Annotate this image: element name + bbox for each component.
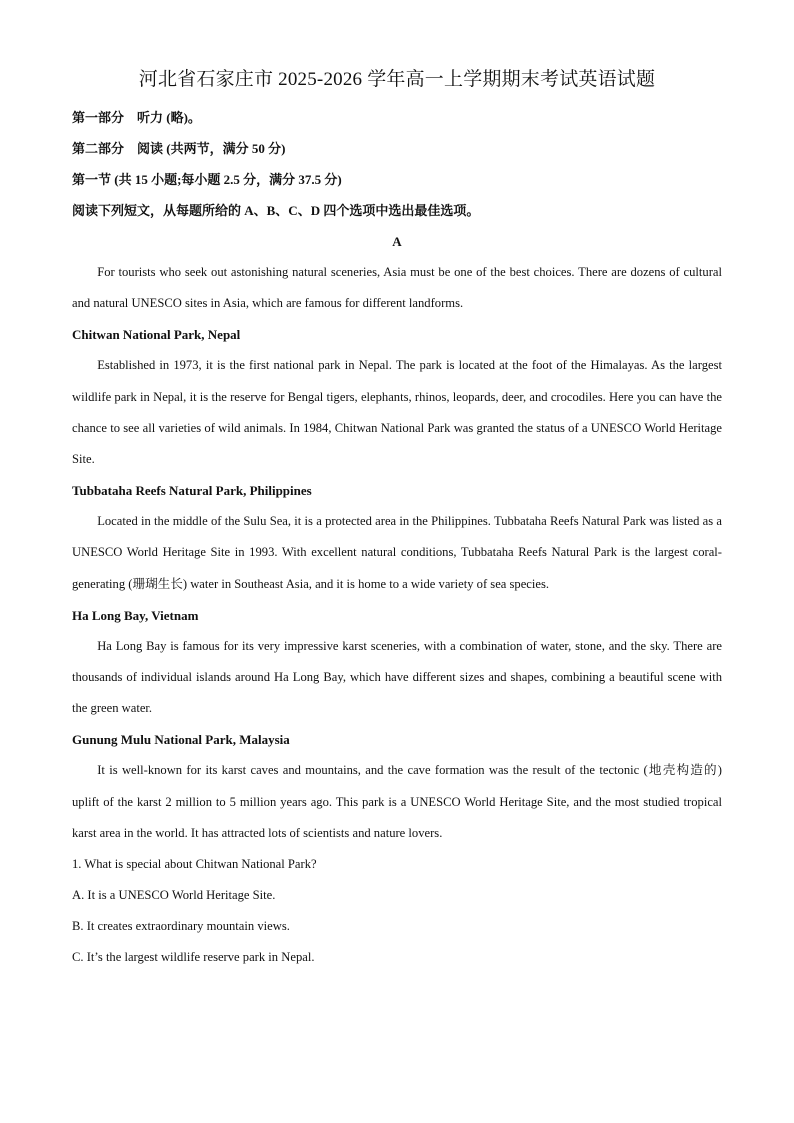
instructions: 阅读下列短文，从每题所给的 A、B、C、D 四个选项中选出最佳选项。	[72, 203, 480, 218]
intro-paragraph: For tourists who seek out astonishing natural sceneries, Asia must be one of the best choices. There are dozens of cultural and natural UNESCO sites in Asia, which are famous for different landforms.	[72, 265, 722, 311]
question-stem: 1. What is special about Chitwan National Park?	[72, 857, 317, 872]
section-heading-gunung-mulu: Gunung Mulu National Park, Malaysia	[72, 732, 290, 748]
passage-letter: A	[392, 234, 402, 249]
section-text-tubbataha: Located in the middle of the Sulu Sea, it is a protected area in the Philippines. Tubbataha Reefs Natural Park was listed as a UNESCO World Heritage Site in 1993. With excellent natural conditions, Tubbataha Reefs Natural Park is the largest coral-generating (珊瑚生长) water in Southeast Asia, and it is home to a wide variety of sea species.	[72, 514, 722, 591]
option-c: C. It’s the largest wildlife reserve park in Nepal.	[72, 950, 315, 965]
section-text-halong: Ha Long Bay is famous for its very impressive karst sceneries, with a combination of water, stone, and the sky. There are thousands of individual islands around Ha Long Bay, which have different sizes and shapes, combining a beautiful scene with the green water.	[72, 638, 722, 716]
section-heading-tubbataha: Tubbataha Reefs Natural Park, Philippines	[72, 483, 312, 499]
page-title: 河北省石家庄市 2025-2026 学年高一上学期期末考试英语试题	[138, 69, 656, 90]
section-heading-halong: Ha Long Bay, Vietnam	[72, 607, 199, 623]
option-b: B. It creates extraordinary mountain views.	[72, 919, 290, 934]
section-text-chitwan: Established in 1973, it is the first national park in Nepal. The park is located at the foot of the Himalayas. As the largest wildlife park in Nepal, it is the reserve for Bengal tigers, elephants, rhinos, leopards, deer, and crocodiles. Here you can have the chance to see all varieties of wild animals. In 1984, Chitwan National Park was granted the status of a UNESCO World Heritage Site.	[72, 358, 722, 467]
section-text-gunung-mulu: It is well-known for its karst caves and mountains, and the cave formation was the result of the tectonic (地壳构造的) uplift of the karst 2 million to 5 million years ago. This park is a UNESCO World Heritage Site, and the most studied tropical karst area in the world. It has attracted lots of scientists and nature lovers.	[72, 763, 722, 840]
part-one-header: 第一部分 听力 (略)。	[72, 110, 201, 125]
option-a: A. It is a UNESCO World Heritage Site.	[72, 888, 276, 903]
exam-page	[72, 66, 722, 973]
section-heading-chitwan: Chitwan National Park, Nepal	[72, 327, 241, 343]
part-two-header: 第二部分 阅读 (共两节，满分 50 分)	[72, 141, 286, 156]
section-one-header: 第一节 (共 15 小题;每小题 2.5 分，满分 37.5 分)	[72, 172, 342, 187]
